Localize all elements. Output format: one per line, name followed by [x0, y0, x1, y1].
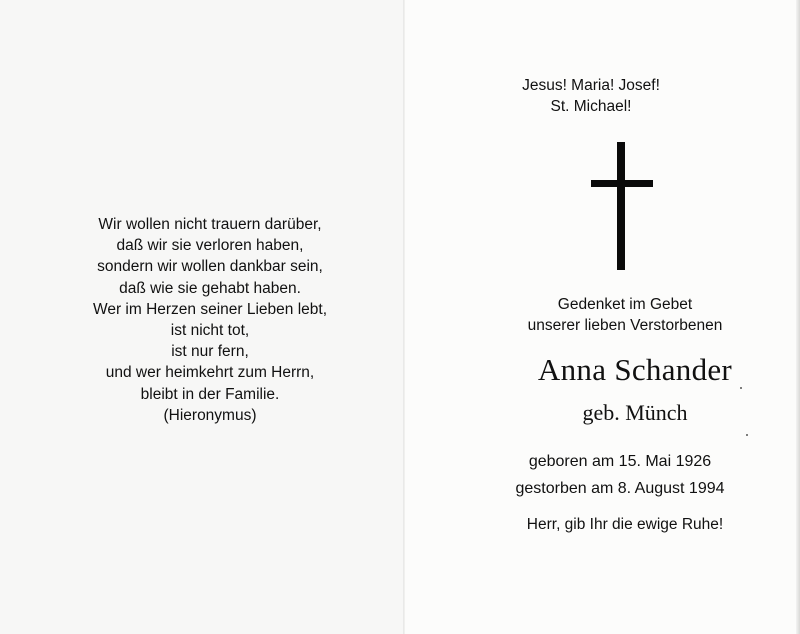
memorial-poem	[60, 214, 360, 426]
blessing: Herr, gib Ihr die ewige Ruhe!	[526, 516, 724, 533]
birth-date: geboren am 15. Mai 1926	[528, 453, 712, 470]
invocation-line: St. Michael!	[550, 98, 632, 115]
cross-icon	[591, 142, 653, 270]
invocation-line: Jesus! Maria! Josef!	[522, 77, 660, 94]
poem-line: daß wie sie gehabt haben.	[119, 279, 301, 297]
maiden-name: geb. Münch	[582, 400, 688, 425]
paper-speck	[746, 434, 748, 436]
poem-line: ist nicht tot,	[170, 322, 250, 340]
prayer-line: Gedenket im Gebet	[557, 296, 693, 313]
cross-vertical-beam	[617, 142, 625, 270]
life-dates	[470, 448, 770, 502]
poem-line: sondern wir wollen dankbar sein,	[97, 258, 323, 276]
prayer-line: unserer lieben Verstorbenen	[527, 317, 723, 334]
death-date: gestorben am 8. August 1994	[515, 480, 725, 497]
poem-line: Wir wollen nicht trauern darüber,	[98, 216, 322, 233]
poem-line: bleibt in der Familie.	[140, 385, 280, 403]
poem-line: daß wir sie verloren haben,	[116, 237, 304, 255]
cross-horizontal-beam	[591, 180, 653, 187]
deceased-name: Anna Schander	[537, 352, 733, 387]
paper-speck	[740, 387, 742, 389]
card-edge	[796, 0, 800, 634]
poem-line: ist nur fern,	[171, 343, 249, 361]
invocation	[480, 75, 702, 117]
poem-attribution: (Hieronymus)	[163, 406, 257, 424]
poem-line: Wer im Herzen seiner Lieben lebt,	[92, 300, 328, 318]
poem-line: und wer heimkehrt zum Herrn,	[105, 364, 315, 382]
prayer-request	[480, 294, 770, 336]
